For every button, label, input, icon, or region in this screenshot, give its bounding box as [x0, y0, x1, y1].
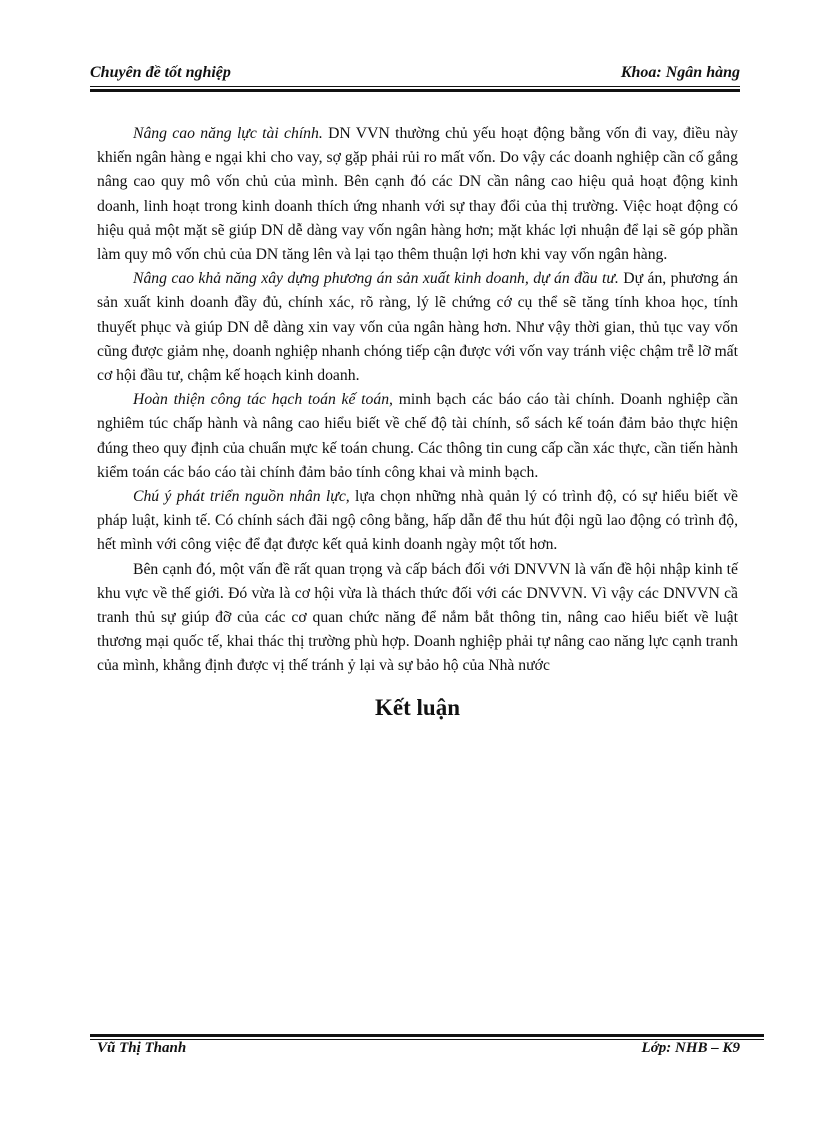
page-header — [90, 64, 740, 88]
header-rule-thin — [90, 86, 740, 87]
paragraph-integration — [97, 558, 738, 679]
footer-author: Vũ Thị Thanh — [97, 1040, 187, 1056]
paragraph-accounting — [97, 388, 738, 485]
paragraph-lead: Chú ý phát triển nguồn nhân lực, — [133, 488, 350, 506]
header-faculty: Khoa: Ngân hàng — [620, 64, 740, 81]
paragraph-human-resources — [97, 485, 738, 558]
paragraph-financial-capacity — [97, 122, 738, 267]
paragraph-text: minh bạch các báo cáo tài chính. Doanh nghiệp cần nghiêm túc chấp hành và nâng cao hiểu biết về chế độ tài chính, sổ sách kế toán đảm bảo thực hiện đúng theo quy định của chuẩn mực kế toán chung. Các thông tin cung cấp cần xác thực, cần tiến hành kiểm toán các báo cáo tài chính đảm bảo tính công khai và minh bạch. — [97, 391, 738, 481]
paragraph-text: lựa chọn những nhà quản lý có trình độ, có sự hiểu biết về pháp luật, kinh tế. Có chính sách đãi ngộ công bằng, hấp dẫn để thu hút đội ngũ lao động có trình độ, hết mình với công việc để đạt được kết quả kinh doanh ngày một tốt hơn. — [97, 488, 738, 554]
document-body — [97, 122, 738, 721]
paragraph-lead: Hoàn thiện công tác hạch toán kế toán, — [133, 391, 393, 409]
conclusion-heading: Kết luận — [375, 694, 460, 720]
header-course-title: Chuyên đề tốt nghiệp — [90, 64, 231, 81]
paragraph-business-plan — [97, 267, 738, 388]
paragraph-text: DN VVN thường chủ yếu hoạt động bằng vốn đi vay, điều này khiến ngân hàng e ngại khi cho vay, sợ gặp phải rủi ro mất vốn. Do vậy các doanh nghiệp cần cố gắng nâng cao quy mô vốn chủ của mình. Bên cạnh đó các DN cần nâng cao hiệu quả hoạt động kinh doanh, linh hoạt trong kinh doanh thích ứng nhanh với sự thay đổi của thị trường. Việc hoạt động có hiệu quả một mặt sẽ giúp DN dễ dàng vay vốn ngân hàng hơn; mặt khác lợi nhuận để lại sẽ góp phần làm quy mô vốn chủ của DN tăng lên và lại tạo thêm thuận lợi hơn khi vay vốn ngân hàng. — [97, 125, 738, 264]
paragraph-text: Bên cạnh đó, một vấn đề rất quan trọng và cấp bách đối với DNVVN là vấn đề hội nhập kinh tế khu vực về thế giới. Đó vừa là cơ hội vừa là thách thức đối với các DNVVN. Vì vậy các DNVVN cầ tranh thủ sự giúp đỡ của các cơ quan chức năng để nắm bắt thông tin, nâng cao hiểu biết về luật thương mại quốc tế, khai thác thị trường phù hợp. Doanh nghiệp phải tự nâng cao năng lực cạnh tranh của mình, khẳng định được vị thế tránh ỷ lại và sự bảo hộ của Nhà nước — [97, 560, 738, 675]
paragraph-text: Dự án, phương án sản xuất kinh doanh đầy đủ, chính xác, rõ ràng, lý lẽ chứng cớ cụ thể sẽ tăng tính khoa học, tính thuyết phục và giúp DN dễ dàng xin vay vốn của ngân hàng hơn. Như vậy thời gian, thủ tục vay vốn cũng được giảm nhẹ, doanh nghiệp nhanh chóng tiếp cận được với vốn vay tránh việc chậm trễ lỡ mất cơ hội đầu tư, chậm kế hoạch kinh doanh. — [97, 270, 738, 385]
paragraph-lead: Nâng cao khả năng xây dựng phương án sản xuất kinh doanh, dự án đầu tư. — [133, 270, 619, 288]
paragraph-lead: Nâng cao năng lực tài chính. — [133, 125, 323, 142]
header-rule-thick — [90, 89, 740, 92]
footer-class: Lớp: NHB – K9 — [641, 1040, 740, 1056]
footer-rule-thick — [90, 1034, 764, 1037]
page-footer — [97, 1040, 740, 1062]
